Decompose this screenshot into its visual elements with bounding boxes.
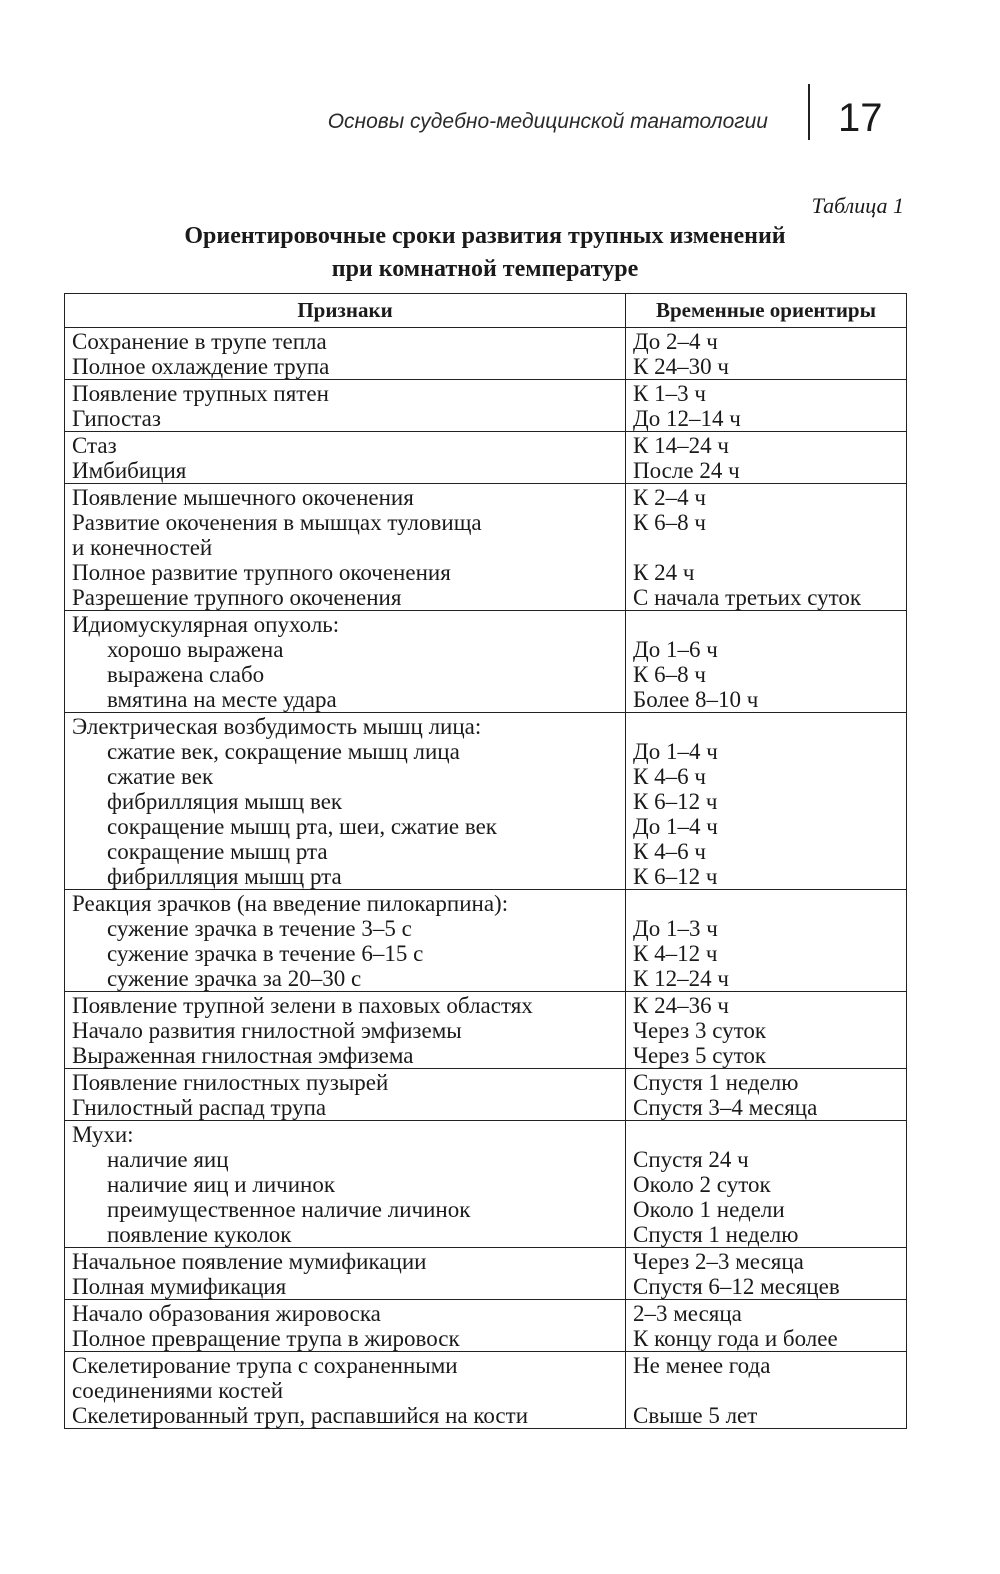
table-row	[65, 432, 907, 484]
sign-subitem: фибрилляция мышц рта	[107, 864, 342, 889]
table-row	[65, 484, 907, 611]
time-cell	[626, 484, 907, 611]
sign-subitem: сжатие век, сокращение мышц лица	[107, 739, 460, 764]
time-text: До 1–6 ч	[633, 637, 718, 662]
time-text: До 2–4 ч	[633, 329, 718, 354]
signs-cell	[65, 992, 626, 1069]
sign-subitem: наличие яиц	[107, 1147, 229, 1172]
running-head-title: Основы судебно-медицинской танатологии	[327, 110, 768, 133]
time-text: До 1–3 ч	[633, 916, 718, 941]
table-row	[65, 1069, 907, 1121]
sign-text: Разрешение трупного окоченения	[72, 585, 402, 610]
time-cell	[626, 328, 907, 380]
table-row	[65, 890, 907, 992]
running-head	[0, 0, 1000, 170]
sign-subitem: наличие яиц и личинок	[107, 1172, 335, 1197]
time-text: К концу года и более	[633, 1326, 838, 1351]
table-row	[65, 1300, 907, 1352]
table-row	[65, 1352, 907, 1429]
time-text: К 6–12 ч	[633, 864, 718, 889]
sign-text: Идиомускулярная опухоль:	[72, 612, 340, 637]
table-row	[65, 611, 907, 713]
header-time-estimates: Временные ориентиры	[626, 294, 907, 328]
running-head-divider	[808, 84, 810, 140]
sign-text: Сохранение в трупе тепла	[72, 329, 327, 354]
signs-cell	[65, 328, 626, 380]
sign-subitem: сокращение мышц рта, шеи, сжатие век	[107, 814, 497, 839]
time-text: Свыше 5 лет	[633, 1403, 758, 1428]
time-text: К 2–4 ч	[633, 485, 706, 510]
time-text: К 6–12 ч	[633, 789, 718, 814]
time-text: К 24–36 ч	[633, 993, 729, 1018]
table-title	[64, 220, 906, 286]
time-text: После 24 ч	[633, 458, 740, 483]
time-text	[633, 714, 899, 739]
sign-subitem: сжатие век	[107, 764, 214, 789]
time-text: К 4–6 ч	[633, 764, 706, 789]
signs-cell	[65, 1300, 626, 1352]
time-cell	[626, 1300, 907, 1352]
time-text: Спустя 24 ч	[633, 1147, 749, 1172]
table-row	[65, 380, 907, 432]
time-text: Не менее года	[633, 1353, 771, 1378]
time-text: До 1–4 ч	[633, 814, 718, 839]
time-text: К 12–24 ч	[633, 966, 729, 991]
sign-text: Появление мышечного окоченения	[72, 485, 414, 510]
sign-subitem: сужение зрачка за 20–30 с	[107, 966, 362, 991]
sign-subitem: фибрилляция мышц век	[107, 789, 343, 814]
sign-text: Появление трупной зелени в паховых областях	[72, 993, 533, 1018]
time-text	[633, 1378, 899, 1403]
sign-subitem: хорошо выражена	[107, 637, 284, 662]
signs-cell	[65, 713, 626, 890]
sign-text: Выраженная гнилостная эмфизема	[72, 1043, 414, 1068]
sign-text: Гипостаз	[72, 406, 161, 431]
sign-subitem: сужение зрачка в течение 3–5 с	[107, 916, 412, 941]
time-text: 2–3 месяца	[633, 1301, 742, 1326]
sign-subitem: преимущественное наличие личинок	[107, 1197, 471, 1222]
sign-text: Начальное появление мумификации	[72, 1249, 427, 1274]
sign-subitem: появление куколок	[107, 1222, 292, 1247]
sign-text: Реакция зрачков (на введение пилокарпина):	[72, 891, 509, 916]
time-cell	[626, 890, 907, 992]
sign-text: Развитие окоченения в мышцах туловища	[72, 510, 482, 535]
time-text: К 14–24 ч	[633, 433, 729, 458]
table-row	[65, 328, 907, 380]
signs-cell	[65, 611, 626, 713]
time-text	[633, 1122, 899, 1147]
signs-cell	[65, 890, 626, 992]
time-cell	[626, 1248, 907, 1300]
time-text	[633, 891, 899, 916]
time-text: К 6–8 ч	[633, 662, 706, 687]
time-cell	[626, 1121, 907, 1248]
time-cell	[626, 380, 907, 432]
sign-text: Полная мумификация	[72, 1274, 287, 1299]
time-text: К 4–6 ч	[633, 839, 706, 864]
time-text: К 1–3 ч	[633, 381, 706, 406]
sign-subitem: выражена слабо	[107, 662, 265, 687]
sign-text: Скелетирование трупа с сохраненными	[72, 1353, 458, 1378]
table-row	[65, 1121, 907, 1248]
time-text: Спустя 1 неделю	[633, 1222, 799, 1247]
table-row	[65, 713, 907, 890]
signs-cell	[65, 1352, 626, 1429]
header-signs: Признаки	[65, 294, 626, 328]
table-header-row	[65, 294, 907, 328]
signs-cell	[65, 380, 626, 432]
signs-cell	[65, 1069, 626, 1121]
sign-subitem: вмятина на месте удара	[107, 687, 337, 712]
sign-text: Полное охлаждение трупа	[72, 354, 330, 379]
sign-text: Полное превращение трупа в жировоск	[72, 1326, 460, 1351]
sign-text: Полное развитие трупного окоченения	[72, 560, 451, 585]
time-text: С начала третьих суток	[633, 585, 862, 610]
sign-text: Стаз	[72, 433, 117, 458]
signs-cell	[65, 484, 626, 611]
time-text: К 24 ч	[633, 560, 695, 585]
time-text: До 12–14 ч	[633, 406, 741, 431]
time-text: Через 3 суток	[633, 1018, 767, 1043]
table-row	[65, 1248, 907, 1300]
sign-subitem: сужение зрачка в течение 6–15 с	[107, 941, 424, 966]
page-number: 17	[838, 96, 883, 140]
table-row	[65, 992, 907, 1069]
time-cell	[626, 713, 907, 890]
time-text: Через 5 суток	[633, 1043, 767, 1068]
time-text: Более 8–10 ч	[633, 687, 759, 712]
sign-text: Мухи:	[72, 1122, 134, 1147]
signs-cell	[65, 1121, 626, 1248]
sign-text: соединениями костей	[72, 1378, 284, 1403]
time-cell	[626, 1069, 907, 1121]
sign-text: Появление трупных пятен	[72, 381, 329, 406]
time-text: Около 1 недели	[633, 1197, 785, 1222]
time-cell	[626, 1352, 907, 1429]
sign-text: Скелетированный труп, распавшийся на кости	[72, 1403, 529, 1428]
table-body	[65, 328, 907, 1429]
time-cell	[626, 992, 907, 1069]
table-label: Таблица 1	[811, 193, 904, 218]
sign-text: Электрическая возбудимость мышц лица:	[72, 714, 482, 739]
table-title-line-1: Ориентировочные сроки развития трупных изменений	[184, 223, 786, 249]
sign-text: Начало образования жировоска	[72, 1301, 381, 1326]
time-text: Через 2–3 месяца	[633, 1249, 804, 1274]
sign-text: Имбибиция	[72, 458, 187, 483]
time-text: Спустя 6–12 месяцев	[633, 1274, 840, 1299]
time-text	[633, 612, 899, 637]
time-text	[633, 535, 899, 560]
time-text: Спустя 3–4 месяца	[633, 1095, 818, 1120]
time-text: До 1–4 ч	[633, 739, 718, 764]
signs-cell	[65, 1248, 626, 1300]
sign-text: и конечностей	[72, 535, 213, 560]
time-text: Около 2 суток	[633, 1172, 771, 1197]
sign-text: Начало развития гнилостной эмфиземы	[72, 1018, 462, 1043]
postmortem-changes-table	[64, 293, 907, 1429]
time-text: К 4–12 ч	[633, 941, 718, 966]
time-text: К 24–30 ч	[633, 354, 729, 379]
time-text: К 6–8 ч	[633, 510, 706, 535]
time-cell	[626, 611, 907, 713]
sign-text: Появление гнилостных пузырей	[72, 1070, 389, 1095]
sign-text: Гнилостный распад трупа	[72, 1095, 327, 1120]
sign-subitem: сокращение мышц рта	[107, 839, 328, 864]
time-cell	[626, 432, 907, 484]
time-text: Спустя 1 неделю	[633, 1070, 799, 1095]
table-title-line-2: при комнатной температуре	[331, 256, 639, 282]
signs-cell	[65, 432, 626, 484]
